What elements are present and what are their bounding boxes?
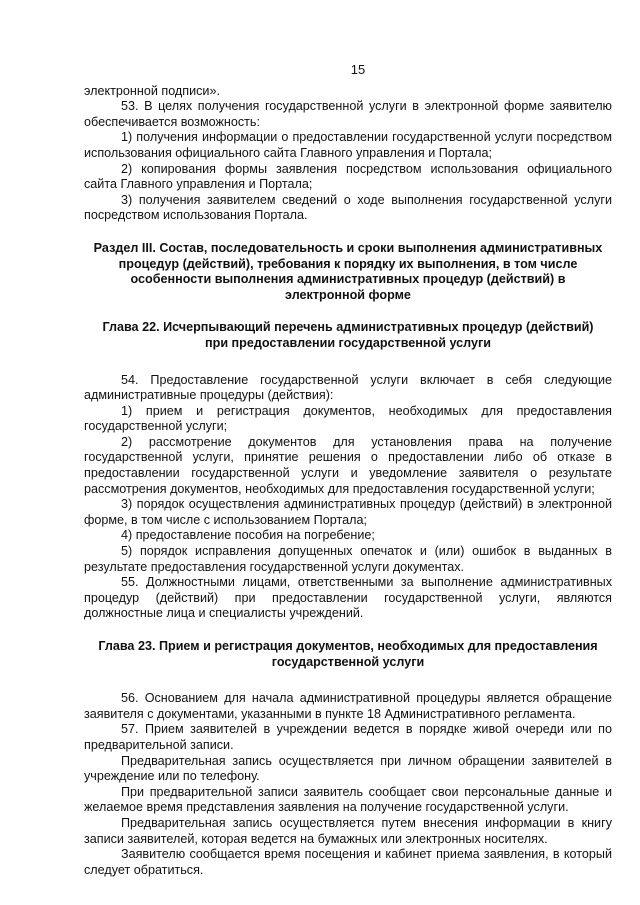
page-number: 15 [350,62,366,77]
paragraph: 1) прием и регистрация документов, необходимых для предоставления государственной услуги; [84,403,612,434]
paragraph: Предварительная запись осуществляется при личном обращении заявителей в учреждение или по телефону. [84,753,612,784]
paragraph: электронной подписи». [84,83,220,98]
chapter-heading: Глава 22. Исчерпывающий перечень административных процедур (действий) при предоставлении государственной услуги [102,320,594,350]
paragraph: 2) рассмотрение документов для установления права на получение государственной услуги, принятие решения о предоставлении либо об отказе в предоставлении государственной услуги и уведомление заявителя о результате рассмотрения документов, необходимых для предоставления государственной услуги; [84,434,612,496]
chapter-heading: Глава 23. Прием и регистрация документов, необходимых для предоставления государственной услуги [98,639,598,669]
paragraphs-block-1 [84,84,612,224]
paragraph: 1) получения информации о предоставлении государственной услуги посредством использования официального сайта Главного управления и Портала; [84,130,612,160]
paragraph: Предварительная запись осуществляется путем внесения информации в книгу записи заявителей, которая ведется на бумажных или электронных носителях. [84,815,612,846]
paragraph: 2) копирования формы заявления посредством использования официального сайта Главного управления и Портала; [84,161,612,192]
paragraph: При предварительной записи заявитель сообщает свои персональные данные и желаемое время представления заявления на получение государственной услуги. [84,784,612,815]
paragraphs-block-2 [84,373,612,623]
paragraph: Заявителю сообщается время посещения и кабинет приема заявления, в который следует обратиться. [84,847,612,877]
paragraph: 57. Прием заявителей в учреждении ведется в порядке живой очереди или по предварительной записи. [84,722,612,752]
section-heading: Раздел III. Состав, последовательность и сроки выполнения административных процедур (действий), требования к порядку их выполнения, в том числе особенности выполнения административных процедур (действий) в электронной форме [93,240,603,302]
paragraph: 56. Основанием для начала административной процедуры является обращение заявителя с документами, указанными в пункте 18 Административного регламента. [84,691,612,721]
document-page [84,62,612,878]
paragraph: 53. В целях получения государственной услуги в электронной форме заявителю обеспечивается возможность: [84,99,612,129]
paragraphs-block-3 [84,691,612,878]
paragraph: 55. Должностными лицами, ответственными за выполнение административных процедур (действий) при предоставлении государственной услуги, являются должностные лица и специалисты учреждений. [84,575,612,621]
paragraph: 3) порядок осуществления административных процедур (действий) в электронной форме, в том числе с использованием Портала; [84,497,612,527]
paragraph: 4) предоставление пособия на погребение; [121,528,375,543]
paragraph: 5) порядок исправления допущенных опечаток и (или) ошибок в выданных в результате предоставления государственной услуги документах. [84,544,612,574]
paragraph: 54. Предоставление государственной услуги включает в себя следующие административные процедуры (действия): [84,372,612,403]
paragraph: 3) получения заявителем сведений о ходе выполнения государственной услуги посредством использования Портала. [84,192,612,223]
